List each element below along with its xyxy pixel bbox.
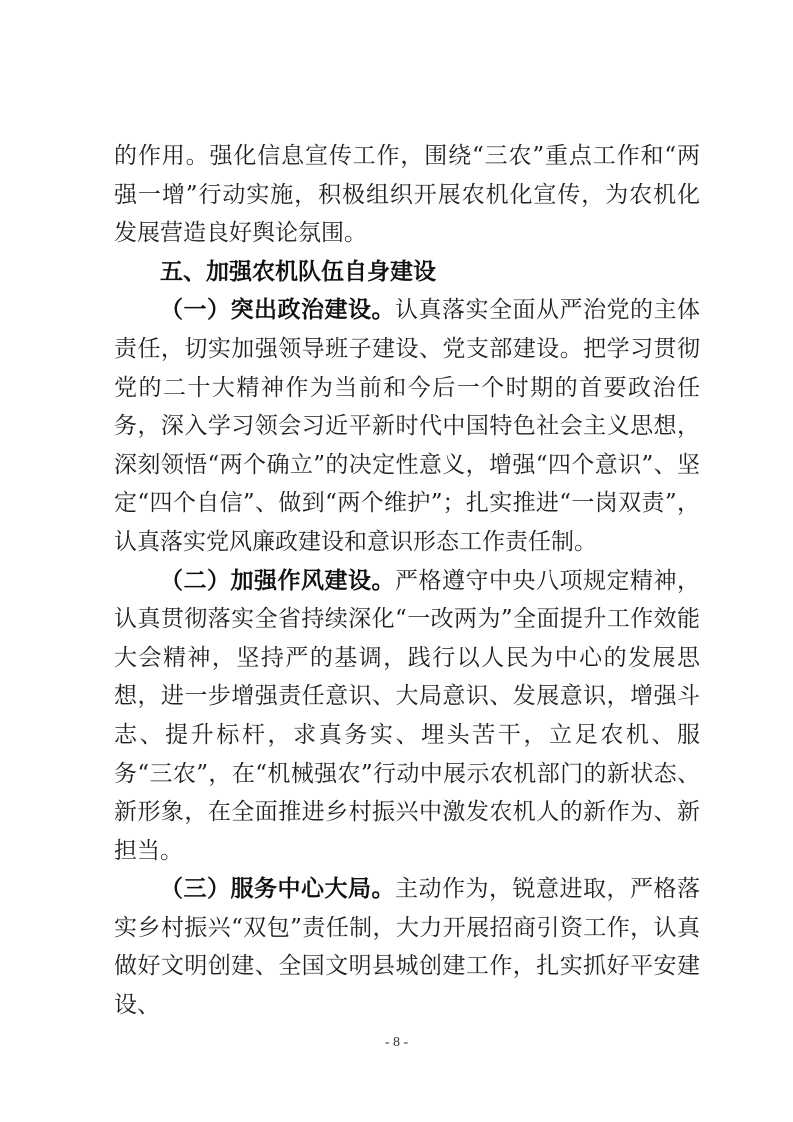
paragraph-continuation [114,137,700,253]
paragraph-lead: （一）突出政治建设。 [160,297,395,324]
section-heading [114,253,700,292]
paragraph-work-style [114,562,700,871]
page-number: - 8 - [384,1035,409,1050]
paragraph-lead: （三）服务中心大局。 [160,876,395,903]
paragraph-text: 严格遵守中央八项规定精神，认真贯彻落实全省持续深化“一改两为”全面提升工作效能大会精神，坚持严的基调，践行以人民为中心的发展思想，进一步增强责任意识、大局意识、发展意识，增强斗志、提升标杆，求真务实、埋头苦干，立足农机、服务“三农”，在“机械强农”行动中展示农机部门的新状态、新形象，在全面推进乡村振兴中激发农机人的新作为、新担当。 [114,567,700,864]
paragraph-serve-center [114,870,700,1024]
paragraph-lead: （二）加强作风建设。 [160,567,395,594]
section-heading-text: 五、加强农机队伍自身建设 [160,258,436,285]
document-body [114,137,700,1025]
paragraph-text: 的作用。强化信息宣传工作，围绕“三农”重点工作和“两强一增”行动实施，积极组织开展农机化宣传，为农机化发展营造良好舆论氛围。 [114,143,700,247]
paragraph-text: 认真落实全面从严治党的主体责任，切实加强领导班子建设、党支部建设。把学习贯彻党的二十大精神作为当前和今后一个时期的首要政治任务，深入学习领会习近平新时代中国特色社会主义思想，深刻领悟“两个确立”的决定性意义，增强“四个意识”、坚定“四个自信”、做到“两个维护”；扎实推进“一岗双责”，认真落实党风廉政建设和意识形态工作责任制。 [114,297,700,555]
paragraph-text: 主动作为，锐意进取，严格落实乡村振兴“双包”责任制，大力开展招商引资工作，认真做好文明创建、全国文明县城创建工作，扎实抓好平安建设、 [114,876,700,1019]
paragraph-political-building [114,291,700,561]
